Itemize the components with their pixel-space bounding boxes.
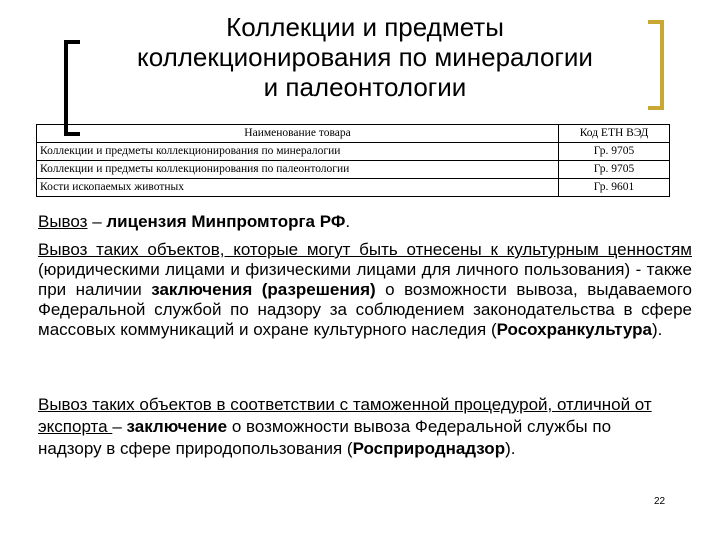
title-line-3: и палеонтологии <box>263 72 467 102</box>
paragraph-customs-procedure <box>38 394 678 460</box>
row-code: Гр. 9705 <box>559 161 670 179</box>
table-row <box>37 143 670 161</box>
text-dash: – <box>87 212 107 231</box>
title-line-2: коллекционирования по минералогии <box>137 42 593 72</box>
text-rosokhrankultura: Росохранкультура <box>496 320 652 339</box>
row-code: Гр. 9705 <box>559 143 670 161</box>
text-end: ). <box>652 320 663 339</box>
paragraph-cultural-values <box>38 240 692 340</box>
text-license: лицензия Минпромторга РФ <box>106 212 346 231</box>
row-code: Гр. 9601 <box>559 179 670 197</box>
text-end: ). <box>505 439 516 458</box>
text-customs-procedure: Вывоз таких объектов в соответствии с таможенной процедурой, отличной от экспорта <box>38 395 652 436</box>
text-service: о возможности вывоза, выдаваемого Федеральной службой по надзору за соблюдением законодательства в сфере массовых коммуникаций и охране культурного наследия ( <box>38 280 693 339</box>
text-export-cultural: Вывоз таких объектов, которые могут быть отнесены к культурным ценностям <box>38 240 692 259</box>
page-number: 22 <box>654 496 666 507</box>
slide-title <box>86 12 644 102</box>
title-line-1: Коллекции и предметы <box>226 12 504 42</box>
text-dash: – <box>112 417 127 436</box>
row-product-name: Коллекции и предметы коллекционирования по минералогии <box>37 143 559 161</box>
text-conclusion: заключение <box>126 417 228 436</box>
row-product-name: Кости ископаемых животных <box>37 179 559 197</box>
right-bracket-decoration <box>648 20 664 110</box>
header-code: Код ЕТН ВЭД <box>559 125 670 143</box>
row-product-name: Коллекции и предметы коллекционирования по палеонтологии <box>37 161 559 179</box>
table-row <box>37 179 670 197</box>
table-header-row <box>37 125 670 143</box>
header-product-name: Наименование товара <box>37 125 559 143</box>
paragraph-license <box>38 212 692 232</box>
left-bracket-decoration <box>64 40 80 136</box>
table-row <box>37 161 670 179</box>
text-period: . <box>345 212 351 231</box>
text-rosprirodnadzor: Росприроднадзор <box>352 439 506 458</box>
text-export-word: Вывоз <box>38 212 88 231</box>
text-service: о возможности вывоза Федеральной службы по надзору в сфере природопользования ( <box>38 417 612 458</box>
goods-table <box>36 124 670 197</box>
text-conclusion-permit: заключения (разрешения) <box>151 280 376 299</box>
text-persons: (юридическими лицами и физическими лицами для личного пользования) - также при наличии <box>38 260 692 299</box>
